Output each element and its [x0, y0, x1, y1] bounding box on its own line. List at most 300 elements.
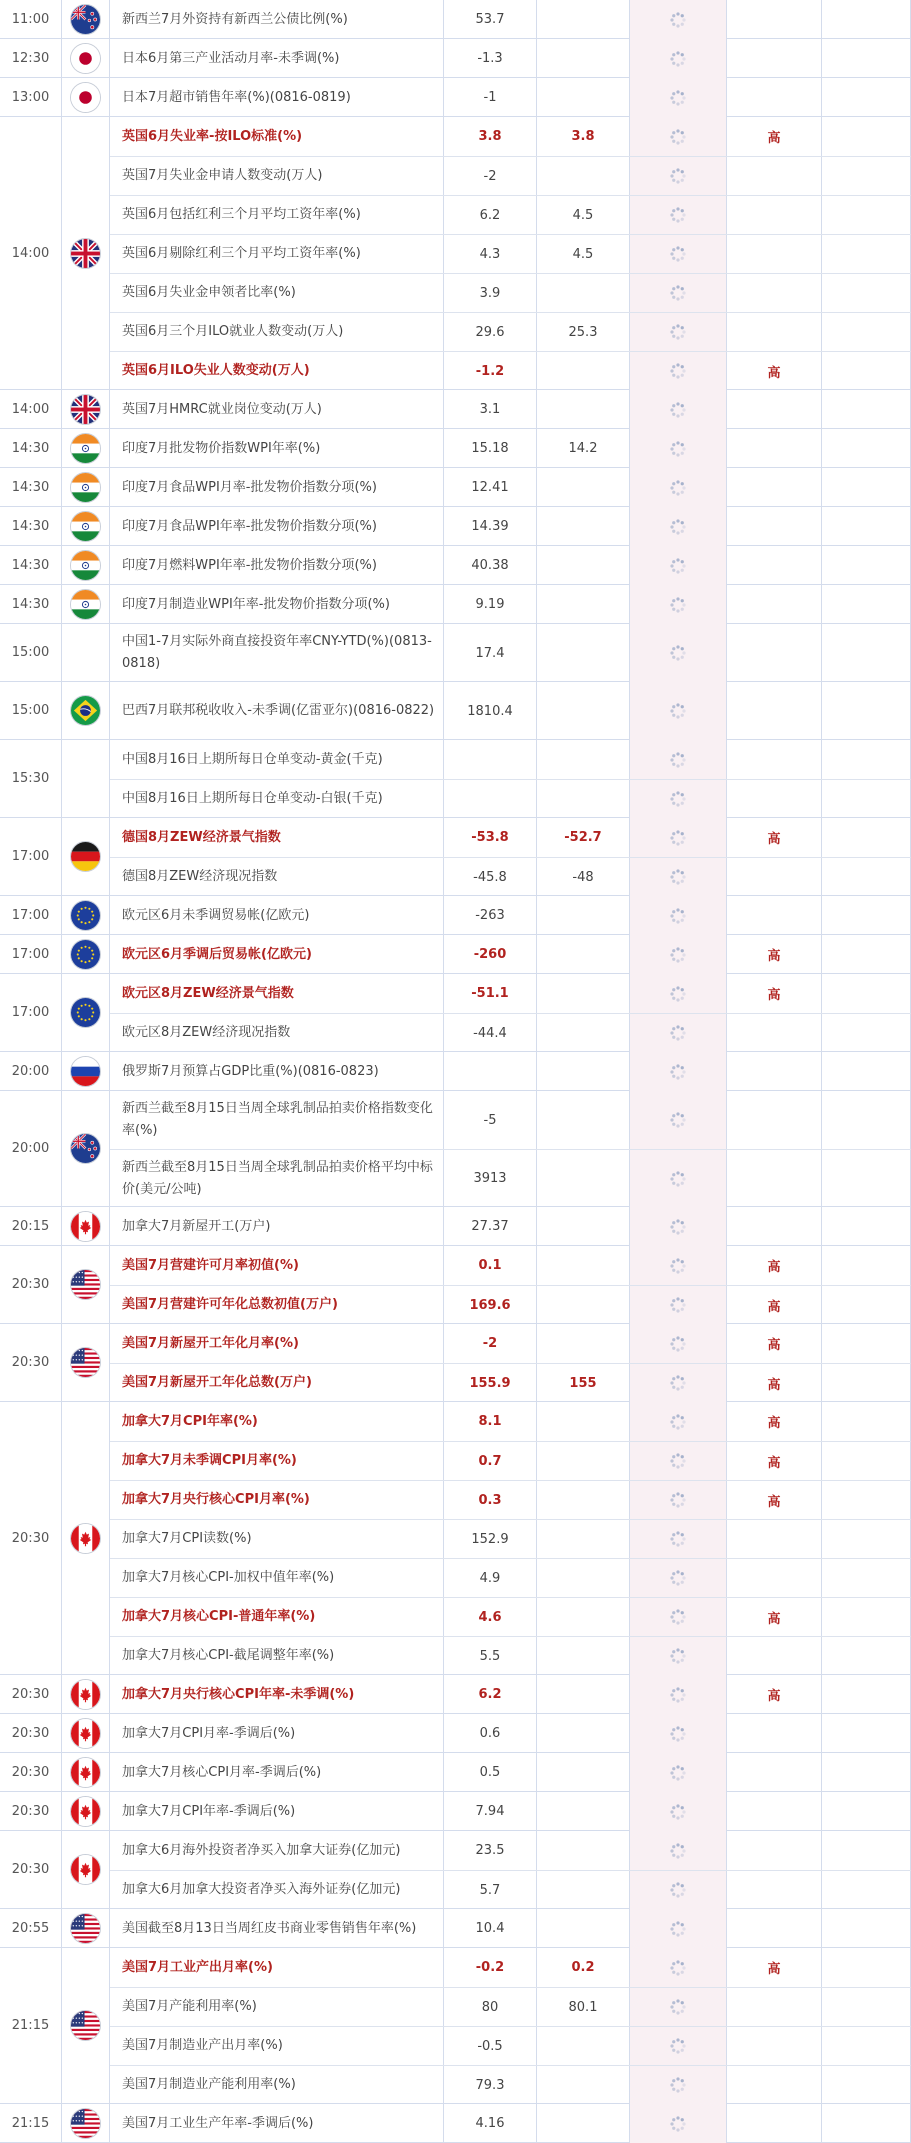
event-time: 20:30 — [0, 1831, 62, 1908]
event-row[interactable] — [110, 2026, 911, 2065]
flag-cell — [62, 740, 110, 817]
event-name: 美国7月营建许可年化总数初值(万户) — [110, 1286, 444, 1324]
event-row[interactable] — [110, 1636, 911, 1675]
previous-value: 9.19 — [444, 585, 537, 624]
event-row[interactable] — [110, 390, 911, 429]
event-row[interactable] — [110, 1753, 911, 1792]
event-row[interactable] — [110, 507, 911, 546]
actual-value-cell — [630, 157, 727, 195]
importance-badge: 高 — [727, 1598, 822, 1636]
event-group — [0, 1207, 911, 1246]
importance-badge — [727, 1909, 822, 1948]
extra-column — [822, 0, 911, 39]
event-row[interactable] — [110, 682, 911, 740]
loading-spinner-icon — [669, 1024, 687, 1042]
loading-spinner-icon — [669, 1452, 687, 1470]
extra-column — [822, 1150, 911, 1207]
event-row[interactable] — [110, 1909, 911, 1948]
importance-badge — [727, 313, 822, 351]
event-group — [0, 740, 911, 818]
event-row[interactable] — [110, 1558, 911, 1597]
actual-value-cell — [630, 352, 727, 390]
flag-cell — [62, 1948, 110, 2103]
flag-ca-icon — [71, 1855, 100, 1884]
event-name: 巴西7月联邦税收收入-未季调(亿雷亚尔)(0816-0822) — [110, 682, 444, 740]
event-group — [0, 624, 911, 682]
importance-badge: 高 — [727, 117, 822, 156]
event-group — [0, 468, 911, 507]
event-name: 新西兰截至8月15日当周全球乳制品拍卖价格平均中标价(美元/公吨) — [110, 1150, 444, 1207]
event-time: 14:30 — [0, 429, 62, 467]
extra-column — [822, 1014, 911, 1052]
event-row[interactable] — [110, 234, 911, 273]
event-row[interactable] — [110, 1363, 911, 1402]
loading-spinner-icon — [669, 245, 687, 263]
flag-us-icon — [71, 2011, 100, 2040]
actual-value-cell — [630, 1014, 727, 1052]
event-time: 14:30 — [0, 468, 62, 506]
event-name: 加拿大7月CPI月率-季调后(%) — [110, 1714, 444, 1753]
actual-value-cell — [630, 1675, 727, 1714]
importance-badge — [727, 1014, 822, 1052]
event-row[interactable] — [110, 624, 911, 682]
forecast-value — [537, 1909, 630, 1948]
extra-column — [822, 117, 911, 156]
event-row[interactable] — [110, 896, 911, 935]
actual-value-cell — [630, 1559, 727, 1597]
extra-column — [822, 1675, 911, 1714]
flag-in-icon — [71, 551, 100, 580]
actual-value-cell — [630, 1598, 727, 1636]
importance-badge — [727, 235, 822, 273]
extra-column — [822, 1871, 911, 1909]
event-row[interactable] — [110, 974, 911, 1013]
event-row[interactable] — [110, 2065, 911, 2104]
event-group — [0, 390, 911, 429]
event-name: 印度7月燃料WPI年率-批发物价指数分项(%) — [110, 546, 444, 585]
event-row[interactable] — [110, 818, 911, 857]
loading-spinner-icon — [669, 284, 687, 302]
previous-value: -263 — [444, 896, 537, 935]
event-group — [0, 1246, 911, 1324]
event-name: 加拿大7月新屋开工(万户) — [110, 1207, 444, 1246]
flag-in-icon — [71, 473, 100, 502]
event-name: 加拿大7月核心CPI-普通年率(%) — [110, 1598, 444, 1636]
previous-value: 4.3 — [444, 235, 537, 273]
forecast-value — [537, 274, 630, 312]
event-row[interactable] — [110, 1519, 911, 1558]
event-name: 加拿大7月未季调CPI月率(%) — [110, 1442, 444, 1480]
previous-value: 15.18 — [444, 429, 537, 468]
actual-value-cell — [630, 1481, 727, 1519]
importance-badge — [727, 1637, 822, 1675]
event-row[interactable] — [110, 1285, 911, 1324]
event-name: 美国7月营建许可月率初值(%) — [110, 1246, 444, 1285]
extra-column — [822, 39, 911, 78]
actual-value-cell — [630, 935, 727, 974]
event-time: 20:55 — [0, 1909, 62, 1947]
event-name: 美国截至8月13日当周红皮书商业零售销售年率(%) — [110, 1909, 444, 1948]
actual-value-cell — [630, 1150, 727, 1207]
importance-badge — [727, 1052, 822, 1091]
flag-uk-icon — [71, 395, 100, 424]
extra-column — [822, 468, 911, 507]
event-row[interactable] — [110, 273, 911, 312]
event-time: 20:30 — [0, 1792, 62, 1830]
event-name: 印度7月批发物价指数WPI年率(%) — [110, 429, 444, 468]
event-name: 新西兰截至8月15日当周全球乳制品拍卖价格指数变化率(%) — [110, 1091, 444, 1149]
importance-badge — [727, 1831, 822, 1870]
actual-value-cell — [630, 1091, 727, 1149]
flag-uk-icon — [71, 239, 100, 268]
event-row[interactable] — [110, 1149, 911, 1207]
loading-spinner-icon — [669, 1374, 687, 1392]
actual-value-cell — [630, 274, 727, 312]
flag-eu-icon — [71, 998, 100, 1027]
extra-column — [822, 546, 911, 585]
event-group — [0, 429, 911, 468]
previous-value: 0.3 — [444, 1481, 537, 1519]
event-name: 加拿大7月核心CPI-截尾调整年率(%) — [110, 1637, 444, 1675]
previous-value: -1.3 — [444, 39, 537, 78]
extra-column — [822, 1637, 911, 1675]
previous-value: 4.9 — [444, 1559, 537, 1597]
event-row[interactable] — [110, 1480, 911, 1519]
event-row[interactable] — [110, 1324, 911, 1363]
extra-column — [822, 624, 911, 682]
actual-value-cell — [630, 1637, 727, 1675]
flag-ca-icon — [71, 1212, 100, 1241]
previous-value: -5 — [444, 1091, 537, 1149]
previous-value: 3913 — [444, 1150, 537, 1207]
actual-value-cell — [630, 2104, 727, 2143]
event-name: 美国7月产能利用率(%) — [110, 1988, 444, 2026]
event-row[interactable] — [110, 585, 911, 624]
loading-spinner-icon — [669, 1647, 687, 1665]
forecast-value — [537, 935, 630, 974]
actual-value-cell — [630, 896, 727, 935]
loading-spinner-icon — [669, 401, 687, 419]
event-row[interactable] — [110, 1831, 911, 1870]
actual-value-cell — [630, 1831, 727, 1870]
actual-value-cell — [630, 1520, 727, 1558]
forecast-value — [537, 1520, 630, 1558]
forecast-value — [537, 390, 630, 429]
flag-cell — [62, 585, 110, 623]
event-group — [0, 1675, 911, 1714]
extra-column — [822, 1598, 911, 1636]
forecast-value — [537, 682, 630, 740]
actual-value-cell — [630, 0, 727, 39]
event-row[interactable] — [110, 740, 911, 779]
forecast-value — [537, 1150, 630, 1207]
flag-cell — [62, 1792, 110, 1830]
event-name: 加拿大7月CPI年率-季调后(%) — [110, 1792, 444, 1831]
loading-spinner-icon — [669, 1063, 687, 1081]
previous-value: 23.5 — [444, 1831, 537, 1870]
event-row[interactable] — [110, 1246, 911, 1285]
importance-badge — [727, 429, 822, 468]
event-row[interactable] — [110, 1870, 911, 1909]
loading-spinner-icon — [669, 440, 687, 458]
importance-badge — [727, 2066, 822, 2104]
actual-value-cell — [630, 468, 727, 507]
event-group — [0, 1792, 911, 1831]
flag-ca-icon — [71, 1758, 100, 1787]
loading-spinner-icon — [669, 1998, 687, 2016]
event-row[interactable] — [110, 1013, 911, 1052]
previous-value: 17.4 — [444, 624, 537, 682]
event-name: 欧元区6月未季调贸易帐(亿欧元) — [110, 896, 444, 935]
extra-column — [822, 896, 911, 935]
flag-jp-icon — [71, 44, 100, 73]
event-row[interactable] — [110, 39, 911, 78]
extra-column — [822, 818, 911, 857]
flag-us-icon — [71, 1914, 100, 1943]
event-group — [0, 935, 911, 974]
previous-value: 152.9 — [444, 1520, 537, 1558]
actual-value-cell — [630, 974, 727, 1013]
importance-badge — [727, 39, 822, 78]
event-row[interactable] — [110, 1597, 911, 1636]
event-group — [0, 1402, 911, 1675]
importance-badge — [727, 1520, 822, 1558]
event-time: 17:00 — [0, 818, 62, 895]
actual-value-cell — [630, 235, 727, 273]
importance-badge — [727, 896, 822, 935]
forecast-value — [537, 1753, 630, 1792]
event-row[interactable] — [110, 1948, 911, 1987]
forecast-value — [537, 1559, 630, 1597]
extra-column — [822, 1286, 911, 1324]
event-row[interactable] — [110, 1792, 911, 1831]
event-group — [0, 974, 911, 1052]
actual-value-cell — [630, 1246, 727, 1285]
extra-column — [822, 1246, 911, 1285]
previous-value: 10.4 — [444, 1909, 537, 1948]
extra-column — [822, 974, 911, 1013]
forecast-value — [537, 2066, 630, 2104]
event-row[interactable] — [110, 1207, 911, 1246]
event-row[interactable] — [110, 1675, 911, 1714]
flag-cell — [62, 818, 110, 895]
event-row[interactable] — [110, 78, 911, 117]
importance-badge — [727, 2104, 822, 2143]
loading-spinner-icon — [669, 1725, 687, 1743]
event-time: 20:30 — [0, 1246, 62, 1323]
event-row[interactable] — [110, 117, 911, 156]
forecast-value — [537, 1014, 630, 1052]
loading-spinner-icon — [669, 1218, 687, 1236]
previous-value: 12.41 — [444, 468, 537, 507]
previous-value: 3.9 — [444, 274, 537, 312]
event-group — [0, 39, 911, 78]
event-group — [0, 1324, 911, 1402]
event-time: 20:30 — [0, 1675, 62, 1713]
loading-spinner-icon — [669, 557, 687, 575]
event-row[interactable] — [110, 351, 911, 390]
importance-badge: 高 — [727, 1675, 822, 1714]
flag-ca-icon — [71, 1524, 100, 1553]
importance-badge — [727, 1559, 822, 1597]
event-time: 20:30 — [0, 1324, 62, 1401]
event-row[interactable] — [110, 857, 911, 896]
event-row[interactable] — [110, 195, 911, 234]
loading-spinner-icon — [669, 1803, 687, 1821]
loading-spinner-icon — [669, 946, 687, 964]
importance-badge: 高 — [727, 1402, 822, 1441]
extra-column — [822, 313, 911, 351]
importance-badge — [727, 468, 822, 507]
loading-spinner-icon — [669, 1257, 687, 1275]
event-name: 美国7月新屋开工年化月率(%) — [110, 1324, 444, 1363]
flag-ca-icon — [71, 1680, 100, 1709]
previous-value: -45.8 — [444, 858, 537, 896]
actual-value-cell — [630, 1324, 727, 1363]
extra-column — [822, 1442, 911, 1480]
extra-column — [822, 1753, 911, 1792]
event-group — [0, 1714, 911, 1753]
loading-spinner-icon — [669, 985, 687, 1003]
extra-column — [822, 157, 911, 195]
importance-badge: 高 — [727, 352, 822, 390]
forecast-value: -52.7 — [537, 818, 630, 857]
forecast-value — [537, 157, 630, 195]
previous-value: 0.7 — [444, 1442, 537, 1480]
flag-in-icon — [71, 590, 100, 619]
flag-cell — [62, 624, 110, 681]
event-row[interactable] — [110, 468, 911, 507]
extra-column — [822, 2104, 911, 2143]
event-row[interactable] — [110, 1987, 911, 2026]
event-row[interactable] — [110, 1402, 911, 1441]
forecast-value — [537, 468, 630, 507]
importance-badge — [727, 78, 822, 117]
event-row[interactable] — [110, 312, 911, 351]
importance-badge — [727, 1792, 822, 1831]
event-row[interactable] — [110, 429, 911, 468]
event-row[interactable] — [110, 0, 911, 39]
previous-value — [444, 1052, 537, 1091]
event-time: 15:00 — [0, 624, 62, 681]
loading-spinner-icon — [669, 1491, 687, 1509]
event-name: 英国7月HMRC就业岗位变动(万人) — [110, 390, 444, 429]
actual-value-cell — [630, 196, 727, 234]
event-name: 加拿大7月核心CPI-加权中值年率(%) — [110, 1559, 444, 1597]
loading-spinner-icon — [669, 518, 687, 536]
extra-column — [822, 780, 911, 818]
event-row[interactable] — [110, 779, 911, 818]
event-name: 加拿大7月核心CPI月率-季调后(%) — [110, 1753, 444, 1792]
forecast-value — [537, 1481, 630, 1519]
event-name: 加拿大7月CPI年率(%) — [110, 1402, 444, 1441]
previous-value: 8.1 — [444, 1402, 537, 1441]
importance-badge — [727, 682, 822, 740]
forecast-value — [537, 624, 630, 682]
importance-badge — [727, 1207, 822, 1246]
previous-value: 5.7 — [444, 1871, 537, 1909]
loading-spinner-icon — [669, 907, 687, 925]
forecast-value — [537, 546, 630, 585]
actual-value-cell — [630, 858, 727, 896]
loading-spinner-icon — [669, 1569, 687, 1587]
event-row[interactable] — [110, 1091, 911, 1149]
event-name: 英国6月失业金申领者比率(%) — [110, 274, 444, 312]
flag-cell — [62, 1402, 110, 1674]
event-row[interactable] — [110, 935, 911, 974]
loading-spinner-icon — [669, 1413, 687, 1431]
flag-cell — [62, 1246, 110, 1323]
event-time: 21:15 — [0, 2104, 62, 2142]
previous-value: -44.4 — [444, 1014, 537, 1052]
flag-cell — [62, 1831, 110, 1908]
event-name: 美国7月工业生产年率-季调后(%) — [110, 2104, 444, 2143]
forecast-value — [537, 1675, 630, 1714]
importance-badge: 高 — [727, 818, 822, 857]
actual-value-cell — [630, 585, 727, 624]
previous-value: -53.8 — [444, 818, 537, 857]
event-row[interactable] — [110, 1052, 911, 1091]
event-name: 中国8月16日上期所每日仓单变动-黄金(千克) — [110, 740, 444, 779]
event-name: 日本6月第三产业活动月率-未季调(%) — [110, 39, 444, 78]
event-name: 德国8月ZEW经济现况指数 — [110, 858, 444, 896]
event-row[interactable] — [110, 546, 911, 585]
event-name: 印度7月制造业WPI年率-批发物价指数分项(%) — [110, 585, 444, 624]
extra-column — [822, 352, 911, 390]
event-name: 英国6月三个月ILO就业人数变动(万人) — [110, 313, 444, 351]
event-name: 中国8月16日上期所每日仓单变动-白银(千克) — [110, 780, 444, 818]
event-group — [0, 818, 911, 896]
importance-badge — [727, 585, 822, 624]
event-group — [0, 1831, 911, 1909]
flag-de-icon — [71, 842, 100, 871]
actual-value-cell — [630, 1871, 727, 1909]
event-row[interactable] — [110, 2104, 911, 2143]
actual-value-cell — [630, 624, 727, 682]
extra-column — [822, 78, 911, 117]
previous-value: -2 — [444, 157, 537, 195]
flag-ca-icon — [71, 1719, 100, 1748]
flag-cell — [62, 974, 110, 1051]
previous-value: -1.2 — [444, 352, 537, 390]
forecast-value — [537, 1402, 630, 1441]
event-time: 13:00 — [0, 78, 62, 116]
extra-column — [822, 1520, 911, 1558]
extra-column — [822, 1988, 911, 2026]
extra-column — [822, 1831, 911, 1870]
event-name: 日本7月超市销售年率(%)(0816-0819) — [110, 78, 444, 117]
event-row[interactable] — [110, 1714, 911, 1753]
previous-value: 3.1 — [444, 390, 537, 429]
importance-badge — [727, 196, 822, 234]
previous-value: 0.6 — [444, 1714, 537, 1753]
flag-us-icon — [71, 1348, 100, 1377]
actual-value-cell — [630, 390, 727, 429]
extra-column — [822, 2027, 911, 2065]
previous-value: 1810.4 — [444, 682, 537, 740]
importance-badge: 高 — [727, 935, 822, 974]
event-row[interactable] — [110, 156, 911, 195]
loading-spinner-icon — [669, 1335, 687, 1353]
forecast-value — [537, 1442, 630, 1480]
forecast-value — [537, 1324, 630, 1363]
event-name: 加拿大6月加拿大投资者净买入海外证券(亿加元) — [110, 1871, 444, 1909]
previous-value: 5.5 — [444, 1637, 537, 1675]
event-row[interactable] — [110, 1441, 911, 1480]
flag-cell — [62, 1207, 110, 1245]
loading-spinner-icon — [669, 2037, 687, 2055]
event-name: 美国7月制造业产出月率(%) — [110, 2027, 444, 2065]
